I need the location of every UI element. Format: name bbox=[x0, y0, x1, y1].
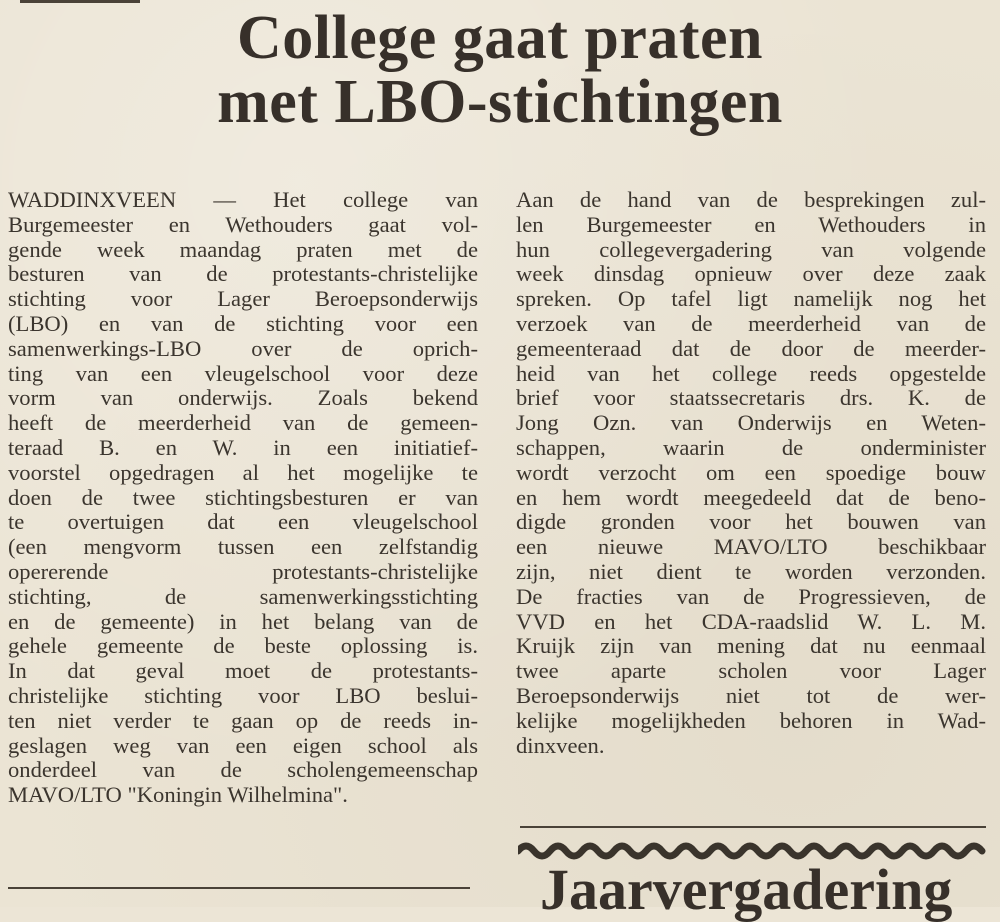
article-text-line: en hem wordt meegedeeld dat de beno- bbox=[516, 484, 986, 510]
top-rule bbox=[20, 0, 140, 3]
article-text-line: (een mengvorm tussen een zelfstandig bbox=[8, 534, 478, 560]
article-text-line: gende week maandag praten met de bbox=[8, 236, 478, 262]
article-text-line: brief voor staatssecretaris drs. K. de bbox=[516, 385, 986, 411]
article-text-line: samenwerkings-LBO over de oprich- bbox=[8, 335, 478, 361]
article-text-line: digde gronden voor het bouwen van bbox=[516, 509, 986, 535]
article-text-line: MAVO/LTO "Koningin Wilhelmina". bbox=[8, 782, 348, 808]
article-text-line: Beroepsonderwijs niet tot de wer- bbox=[516, 682, 986, 708]
article-text-line: len Burgemeester en Wethouders in bbox=[516, 211, 986, 237]
article-text-line: stichting, de samenwerkingsstichting bbox=[8, 583, 478, 609]
article-text-line: heeft de meerderheid van de gemeen- bbox=[8, 410, 478, 436]
article-text-line: en de gemeente) in het belang van de bbox=[8, 608, 478, 634]
article-column-right bbox=[516, 188, 986, 758]
article-text-line: gehele gemeente de beste oplossing is. bbox=[8, 633, 478, 659]
article-text-line: spreken. Op tafel ligt namelijk nog het bbox=[516, 286, 986, 312]
article-headline bbox=[0, 6, 1000, 134]
article-text-line: verzoek van de meerderheid van de bbox=[516, 310, 986, 336]
article-text-line: kelijke mogelijkheden behoren in Wad- bbox=[516, 707, 986, 733]
headline-line-2: met LBO-stichtingen bbox=[217, 68, 783, 136]
article-text-line: te overtuigen dat een vleugelschool bbox=[8, 509, 478, 535]
column-end-rule-right bbox=[520, 826, 986, 828]
next-article-headline: Jaarvergadering bbox=[540, 857, 953, 922]
article-column-left bbox=[8, 188, 478, 808]
article-text-line: onderdeel van de scholengemeenschap bbox=[8, 757, 478, 783]
article-text-line: opererende protestants-christelijke bbox=[8, 558, 478, 584]
article-text-line: Jong Ozn. van Onderwijs en Weten- bbox=[516, 410, 986, 436]
article-text-line: hun collegevergadering van volgende bbox=[516, 236, 986, 262]
article-text-line: week dinsdag opnieuw over deze zaak bbox=[516, 261, 986, 287]
article-text-line: wordt verzocht om een spoedige bouw bbox=[516, 459, 986, 485]
article-text-line: teraad B. en W. in een initiatief- bbox=[8, 434, 478, 460]
article-text-line: christelijke stichting voor LBO beslui- bbox=[8, 682, 478, 708]
article-text-line: besturen van de protestants-christelijke bbox=[8, 261, 478, 287]
article-text-line: Burgemeester en Wethouders gaat vol- bbox=[8, 211, 478, 237]
article-text-line: ting van een vleugelschool voor deze bbox=[8, 360, 478, 386]
article-text-line: vorm van onderwijs. Zoals bekend bbox=[8, 385, 478, 411]
article-text-line: zijn, niet dient te worden verzonden. bbox=[516, 558, 986, 584]
article-text-line: twee aparte scholen voor Lager bbox=[516, 658, 986, 684]
article-text-line: VVD en het CDA-raadslid W. L. M. bbox=[516, 608, 986, 634]
article-text-line: ten niet verder te gaan op de reeds in- bbox=[8, 707, 478, 733]
article-text-line: dinxveen. bbox=[516, 732, 605, 758]
article-text-line: gemeenteraad dat de door de meerder- bbox=[516, 335, 986, 361]
article-text-line: Aan de hand van de besprekingen zul- bbox=[516, 187, 986, 212]
article-text-line: Kruijk zijn van mening dat nu eenmaal bbox=[516, 633, 986, 659]
article-text-line: voorstel opgedragen al het mogelijke te bbox=[8, 459, 478, 485]
article-text-line: (LBO) en van de stichting voor een bbox=[8, 310, 478, 336]
column-end-rule-left bbox=[8, 887, 470, 889]
article-text-line: WADDINXVEEN — Het college van bbox=[8, 187, 478, 212]
article-text-line: In dat geval moet de protestants- bbox=[8, 658, 478, 684]
article-text-line: heid van het college reeds opgestelde bbox=[516, 360, 986, 386]
article-text-line: een nieuwe MAVO/LTO beschikbaar bbox=[516, 534, 986, 560]
article-text-line: geslagen weg van een eigen school als bbox=[8, 732, 478, 758]
headline-line-1: College gaat praten bbox=[236, 4, 764, 72]
article-text-line: stichting voor Lager Beroepsonderwijs bbox=[8, 286, 478, 312]
article-text-line: De fracties van de Progressieven, de bbox=[516, 583, 986, 609]
article-text-line: doen de twee stichtingsbesturen er van bbox=[8, 484, 478, 510]
article-text-line: schappen, waarin de onderminister bbox=[516, 434, 986, 460]
